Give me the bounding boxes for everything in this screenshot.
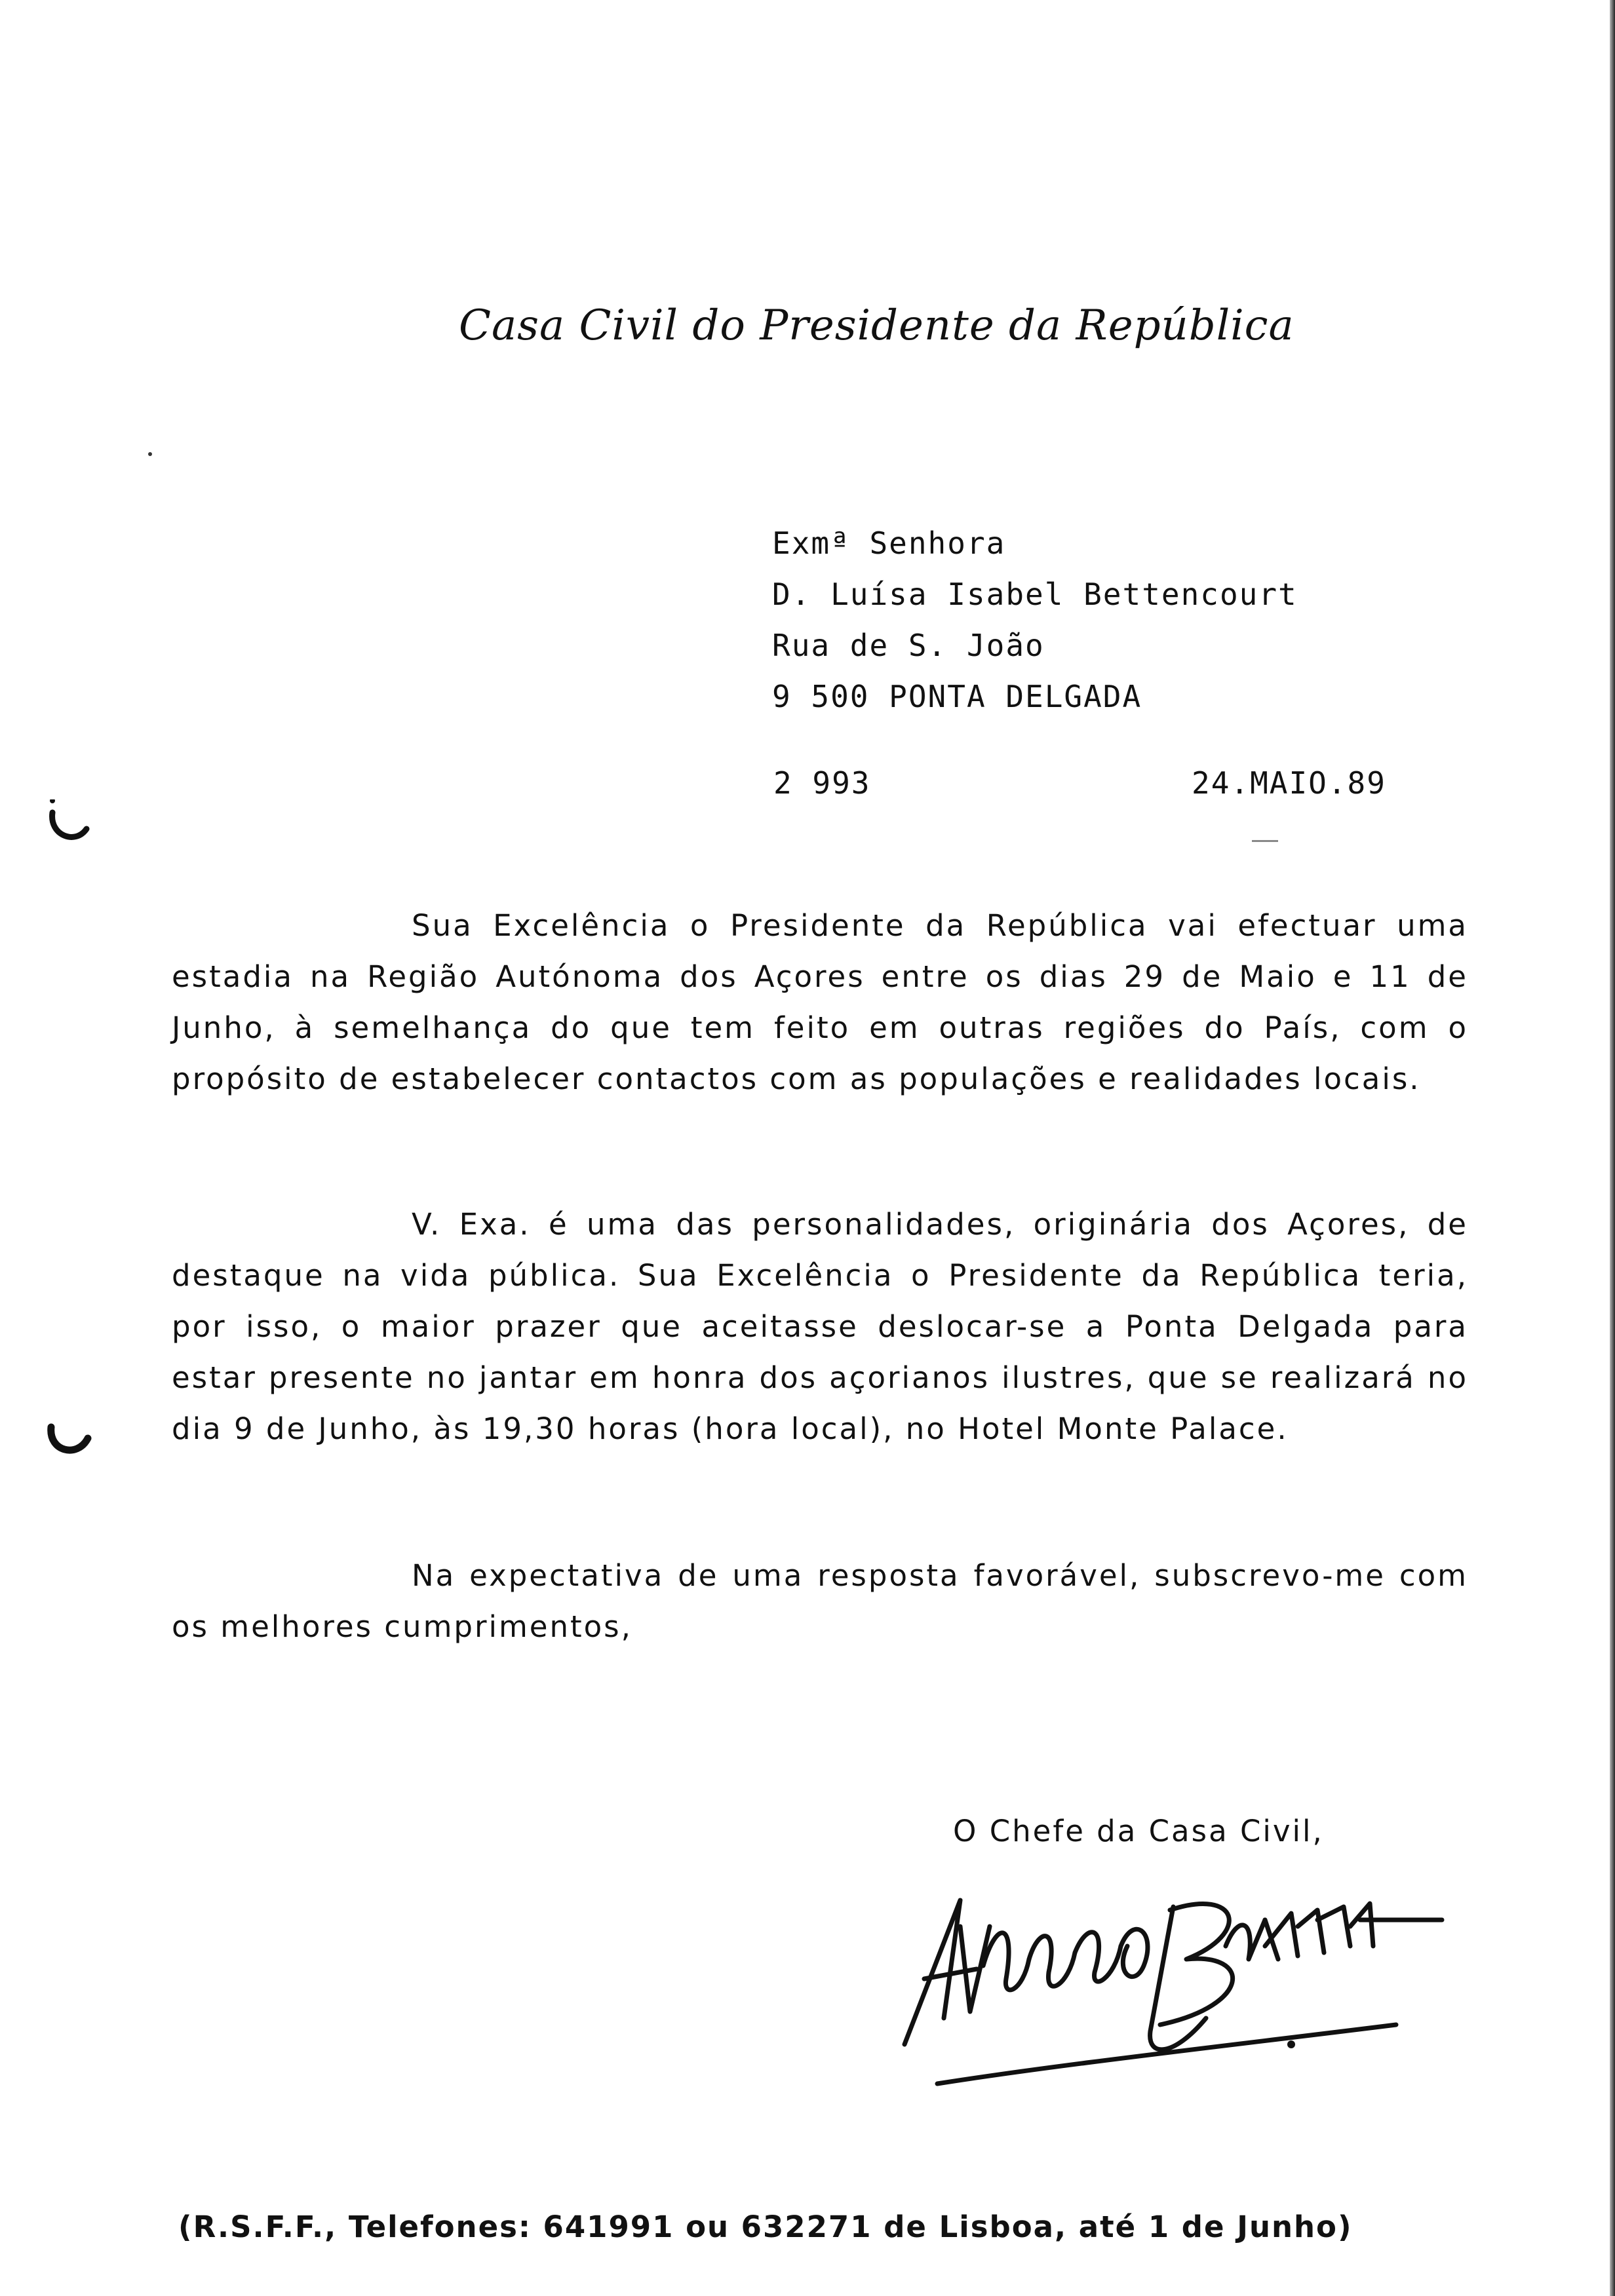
scan-speck — [1252, 840, 1278, 842]
recipient-salutation: Exmª Senhora — [772, 526, 1006, 561]
letter-date: 24.MAIO.89 — [1192, 765, 1386, 801]
closing-title: O Chefe da Casa Civil, — [953, 1814, 1324, 1848]
punch-hole-mark-icon — [46, 799, 92, 845]
page-edge-shadow — [1610, 0, 1615, 2296]
reference-number: 2 993 — [773, 765, 871, 801]
punch-hole-mark-icon — [46, 1415, 92, 1461]
letterhead: Casa Civil do Presidente da República — [459, 301, 1294, 350]
body-paragraph-2: V. Exa. é uma das personalidades, originária dos Açores, de destaque na vida pública. Sua Excelência o Presidente da República teria, por isso, o maior prazer que aceitasse deslocar-se a Ponta Delgada para estar presente no jantar em honra dos açorianos ilustres, que se realizará no dia 9 de Junho, às 19,30 horas (hora local), no Hotel Monte Palace. — [172, 1207, 1468, 1446]
recipient-street: Rua de S. João — [772, 628, 1045, 663]
recipient-name: D. Luísa Isabel Bettencourt — [772, 577, 1298, 612]
body-paragraph-1: Sua Excelência o Presidente da República vai efectuar uma estadia na Região Autónoma dos Açores entre os dias 29 de Maio e 11 de Junho, à semelhança do que tem feito em outras regiões do País, com o propósito de estabelecer contactos com as populações e realidades locais. — [172, 908, 1468, 1096]
body-paragraph-3: Na expectativa de uma resposta favorável, subscrevo-me com os melhores cumprimentos, — [172, 1558, 1468, 1644]
scan-speck — [148, 452, 152, 456]
handwritten-signature — [898, 1848, 1449, 2097]
recipient-address — [772, 518, 1362, 722]
footer-note: (R.S.F.F., Telefones: 641991 ou 632271 de Lisboa, até 1 de Junho) — [178, 2210, 1353, 2244]
recipient-city: 9 500 PONTA DELGADA — [772, 679, 1142, 714]
